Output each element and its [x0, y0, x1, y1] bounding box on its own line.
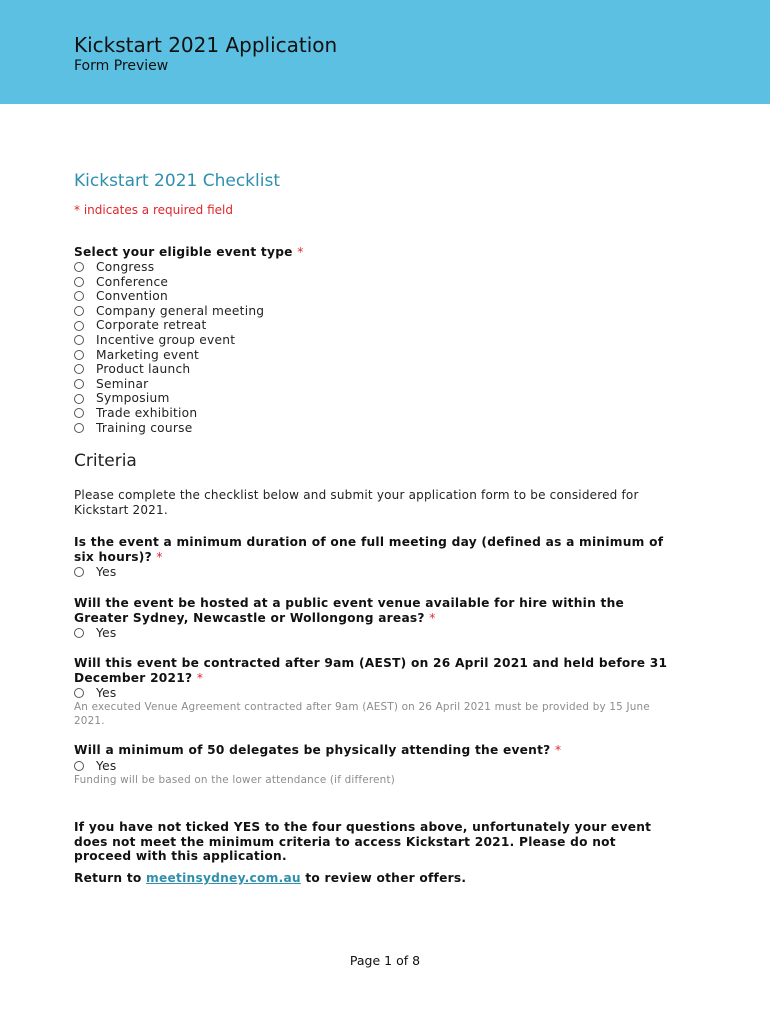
- criteria-delegates-yes-option[interactable]: [74, 759, 116, 774]
- option-label: Symposium: [96, 391, 170, 406]
- minimum-criteria-notice: If you have not ticked YES to the four questions above, unfortunately your event does not meet the minimum criteria to access Kickstart 2021. Please do not proceed with this application.: [74, 820, 652, 864]
- header-banner: [0, 0, 770, 104]
- event-type-option-conference[interactable]: [74, 275, 168, 290]
- option-label: Yes: [96, 564, 117, 579]
- criteria-question-delegates: [74, 743, 674, 758]
- criteria-question-contract-date: [74, 656, 674, 685]
- required-star: *: [297, 245, 304, 259]
- event-type-option-incentive-group-event[interactable]: [74, 333, 235, 348]
- question-text: Will this event be contracted after 9am (AEST) on 26 April 2021 and held before 31 December 2021?: [74, 656, 668, 685]
- event-type-option-trade-exhibition[interactable]: [74, 406, 197, 421]
- application-title: Kickstart 2021 Application: [74, 33, 338, 57]
- radio-button-icon[interactable]: [74, 567, 84, 577]
- event-type-option-congress[interactable]: [74, 260, 154, 275]
- option-label: Yes: [96, 758, 117, 773]
- criteria-duration-yes-option[interactable]: [74, 565, 116, 580]
- option-label: Convention: [96, 289, 168, 304]
- criteria-intro: Please complete the checklist below and submit your application form to be considered for Kickstart 2021.: [74, 488, 639, 517]
- return-suffix: to review other offers.: [305, 871, 467, 885]
- question-text: Will a minimum of 50 delegates be physically attending the event?: [74, 743, 551, 757]
- radio-button-icon[interactable]: [74, 394, 84, 404]
- event-type-option-symposium[interactable]: [74, 391, 170, 406]
- required-star: *: [196, 670, 204, 685]
- radio-button-icon[interactable]: [74, 364, 84, 374]
- required-star: *: [156, 549, 163, 564]
- required-field-note: * indicates a required field: [74, 203, 233, 217]
- radio-button-icon[interactable]: [74, 628, 84, 638]
- radio-button-icon[interactable]: [74, 379, 84, 389]
- question-text: Will the event be hosted at a public event venue available for hire within the Greater Sydney, Newcastle or Wollongong areas?: [74, 596, 625, 625]
- event-type-option-training-course[interactable]: [74, 421, 192, 436]
- option-label: Product launch: [96, 362, 191, 377]
- option-label: Marketing event: [96, 347, 200, 362]
- option-label: Congress: [96, 260, 155, 274]
- page-number: Page 1 of 8: [349, 953, 421, 968]
- event-type-question: [74, 245, 674, 260]
- meetinsydney-link[interactable]: meetinsydney.com.au: [146, 871, 301, 885]
- option-label: Incentive group event: [96, 333, 236, 347]
- criteria-question-venue: [74, 596, 674, 625]
- option-label: Yes: [96, 685, 117, 700]
- option-label: Corporate retreat: [96, 318, 207, 333]
- option-label: Seminar: [96, 376, 149, 391]
- question-text: Is the event a minimum duration of one full meeting day (defined as a minimum of six hours)?: [74, 535, 664, 564]
- return-line: [74, 871, 674, 886]
- event-type-option-product-launch[interactable]: [74, 362, 190, 377]
- required-star: *: [555, 743, 562, 757]
- event-type-option-seminar[interactable]: [74, 377, 148, 392]
- funding-hint: Funding will be based on the lower attendance (if different): [74, 774, 395, 786]
- venue-agreement-hint: An executed Venue Agreement contracted after 9am (AEST) on 26 April 2021 must be provided by 15 June 2021.: [74, 701, 650, 727]
- event-type-option-corporate-retreat[interactable]: [74, 318, 207, 333]
- event-type-option-marketing-event[interactable]: [74, 348, 199, 363]
- form-preview-subtitle: Form Preview: [74, 58, 169, 74]
- option-label: Conference: [96, 274, 169, 289]
- criteria-venue-yes-option[interactable]: [74, 626, 116, 641]
- event-type-question-text: Select your eligible event type: [74, 245, 293, 259]
- radio-button-icon[interactable]: [74, 761, 84, 771]
- criteria-contract-date-yes-option[interactable]: [74, 686, 116, 701]
- radio-button-icon[interactable]: [74, 321, 84, 331]
- option-label: Training course: [96, 420, 193, 435]
- option-label: Yes: [96, 625, 117, 640]
- required-star: *: [429, 610, 436, 625]
- radio-button-icon[interactable]: [74, 277, 84, 287]
- radio-button-icon[interactable]: [74, 350, 84, 360]
- event-type-option-company-general-meeting[interactable]: [74, 304, 264, 319]
- option-label: Trade exhibition: [96, 406, 198, 420]
- return-prefix: Return to: [74, 871, 142, 885]
- radio-button-icon[interactable]: [74, 423, 84, 433]
- event-type-option-convention[interactable]: [74, 289, 168, 304]
- checklist-title: Kickstart 2021 Checklist: [74, 171, 280, 191]
- radio-button-icon[interactable]: [74, 262, 84, 272]
- criteria-heading: Criteria: [74, 451, 137, 471]
- radio-button-icon[interactable]: [74, 291, 84, 301]
- criteria-question-duration: [74, 535, 674, 564]
- option-label: Company general meeting: [96, 303, 265, 318]
- radio-button-icon[interactable]: [74, 408, 84, 418]
- radio-button-icon[interactable]: [74, 335, 84, 345]
- radio-button-icon[interactable]: [74, 688, 84, 698]
- radio-button-icon[interactable]: [74, 306, 84, 316]
